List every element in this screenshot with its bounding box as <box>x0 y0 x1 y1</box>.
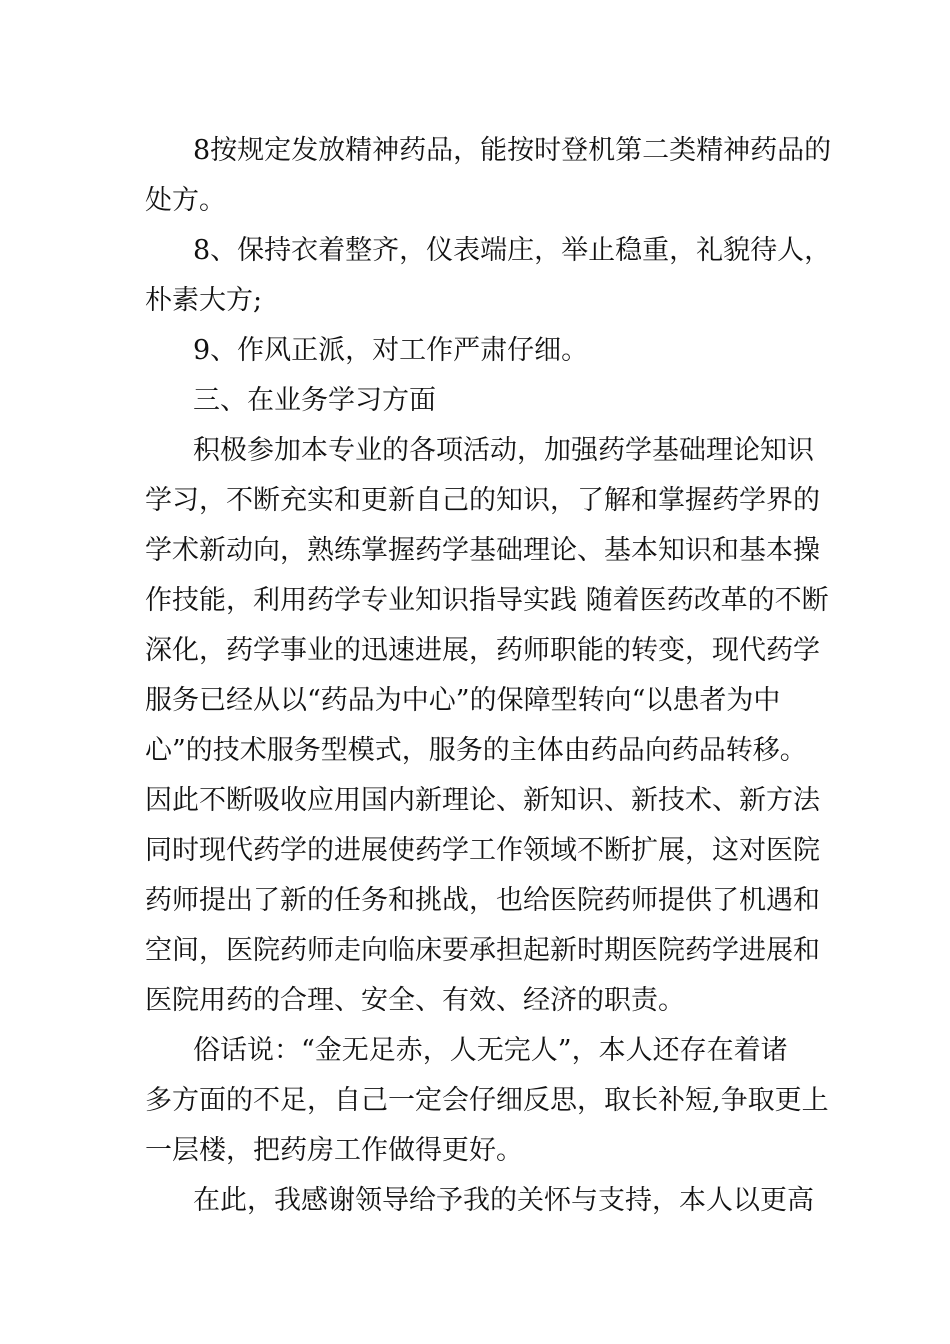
text-line: 医院用药的合理、安全、有效、经济的职责。 <box>145 985 685 1016</box>
text-line: 作技能，利用药学专业知识指导实践 随着医药改革的不断 <box>145 585 829 616</box>
text-line: 因此不断吸收应用国内新理论、新知识、新技术、新方法 <box>145 785 820 816</box>
text-line: 积极参加本专业的各项活动，加强药学基础理论知识 <box>193 435 814 466</box>
text-line: 俗话说：“金无足赤，人无完人”，本人还存在着诸 <box>193 1035 788 1066</box>
text-line: 深化，药学事业的迅速进展，药师职能的转变，现代药学 <box>145 635 820 666</box>
text-line: 一层楼，把药房工作做得更好。 <box>145 1135 523 1166</box>
text-line: 处方。 <box>145 185 226 216</box>
section-heading: 三、在业务学习方面 <box>193 385 436 416</box>
text-line: 学习，不断充实和更新自己的知识，了解和掌握药学界的 <box>145 485 820 516</box>
text-line: 9、作风正派，对工作严肃仔细。 <box>193 335 589 366</box>
text-line: 心”的技术服务型模式，服务的主体由药品向药品转移。 <box>145 735 807 766</box>
text-line: 空间，医院药师走向临床要承担起新时期医院药学进展和 <box>145 935 820 966</box>
text-line: 多方面的不足，自己一定会仔细反思，取长补短,争取更上 <box>145 1085 829 1116</box>
text-line: 药师提出了新的任务和挑战，也给医院药师提供了机遇和 <box>145 885 820 916</box>
text-line: 8、保持衣着整齐，仪表端庄，举止稳重，礼貌待人， <box>193 235 832 266</box>
text-line: 服务已经从以“药品为中心”的保障型转向“以患者为中 <box>145 685 781 716</box>
text-line: 8按规定发放精神药品，能按时登机第二类精神药品的 <box>193 135 832 166</box>
text-line: 学术新动向，熟练掌握药学基础理论、基本知识和基本操 <box>145 535 820 566</box>
text-line: 同时现代药学的进展使药学工作领域不断扩展，这对医院 <box>145 835 820 866</box>
text-line: 朴素大方; <box>145 285 263 316</box>
text-line: 在此，我感谢领导给予我的关怀与支持，本人以更高 <box>193 1185 814 1216</box>
